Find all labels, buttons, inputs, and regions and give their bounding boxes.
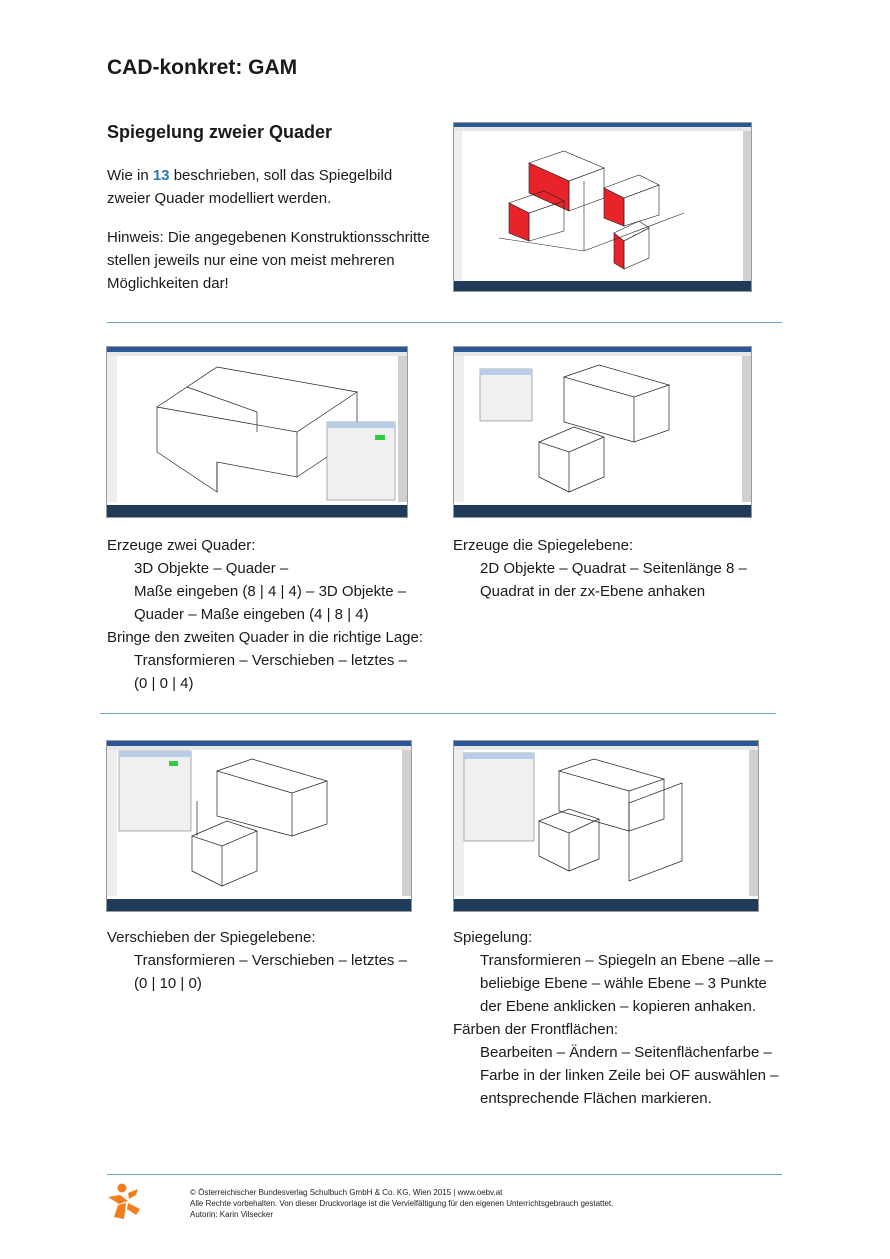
step-3-heading: Verschieben der Spiegelebene: <box>107 929 316 946</box>
intro-text-end: beschrieben, soll das Spiegelbild zweier Quader modelliert werden. <box>107 167 393 207</box>
document-title: CAD-konkret: GAM <box>107 56 298 79</box>
step-3-line: (0 | 10 | 0) <box>134 975 202 992</box>
step-2-heading: Erzeuge die Spiegelebene: <box>453 537 634 554</box>
intro-paragraph <box>107 164 437 210</box>
step-4-line: beliebige Ebene – wähle Ebene – 3 Punkte <box>480 975 767 992</box>
step-4-heading: Spiegelung: <box>453 929 533 946</box>
divider-1 <box>107 322 782 323</box>
footer-copyright: © Österreichischer Bundesverlag Schulbuch GmbH & Co. KG, Wien 2015 | www.oebv.at <box>190 1188 503 1197</box>
step-2-caption <box>453 534 783 603</box>
step-1-caption <box>107 534 437 695</box>
publisher-logo-icon <box>106 1183 142 1226</box>
section-title: Spiegelung zweier Quader <box>107 122 333 142</box>
step-3-line: Transformieren – Verschieben – letztes – <box>134 952 407 969</box>
step-1-heading-2: Bringe den zweiten Quader in die richtige Lage: <box>107 629 424 646</box>
screenshot-mirror-plane <box>453 346 752 518</box>
footer-text <box>190 1187 613 1220</box>
hint-paragraph: Hinweis: Die angegebenen Konstruktionsschritte stellen jeweils nur eine von meist mehreren Möglichkeiten dar! <box>107 229 430 292</box>
footer-divider <box>107 1174 782 1175</box>
step-4-line: Transformieren – Spiegeln an Ebene –alle – <box>480 952 773 969</box>
step-1-line: 3D Objekte – Quader – <box>134 560 289 577</box>
step-2-line: Quadrat in der zx-Ebene anhaken <box>480 583 706 600</box>
screenshot-mirroring <box>453 740 759 912</box>
step-1-heading: Erzeuge zwei Quader: <box>107 537 256 554</box>
step-4-heading-2: Färben der Frontflächen: <box>453 1021 619 1038</box>
step-4-line: Farbe in der linken Zeile bei OF auswählen – <box>480 1067 779 1084</box>
footer-author: Autorin: Karin Vilsecker <box>190 1210 273 1219</box>
step-3-caption <box>107 926 437 995</box>
step-4-line: Bearbeiten – Ändern – Seitenflächenfarbe – <box>480 1044 772 1061</box>
screenshot-result <box>453 122 752 292</box>
screenshot-two-cuboids <box>106 346 408 518</box>
step-1-line: Quader – Maße eingeben (4 | 8 | 4) <box>134 606 369 623</box>
intro-text-start: Wie in <box>107 167 153 184</box>
footer-rights: Alle Rechte vorbehalten. Von dieser Druckvorlage ist die Vervielfältigung für den eigenen Unterrichtsgebrauch gestattet. <box>190 1199 614 1208</box>
step-1-line: Maße eingeben (8 | 4 | 4) – 3D Objekte – <box>134 583 407 600</box>
step-1-line: (0 | 0 | 4) <box>134 675 194 692</box>
step-1-line: Transformieren – Verschieben – letztes – <box>134 652 407 669</box>
step-4-caption <box>453 926 793 1110</box>
step-4-line: der Ebene anklicken – kopieren anhaken. <box>480 998 757 1015</box>
screenshot-move-plane <box>106 740 412 912</box>
divider-2 <box>100 713 776 714</box>
step-4-line: entsprechende Flächen markieren. <box>480 1090 712 1107</box>
reference-number[interactable]: 13 <box>152 167 170 184</box>
step-2-line: 2D Objekte – Quadrat – Seitenlänge 8 – <box>480 560 747 577</box>
